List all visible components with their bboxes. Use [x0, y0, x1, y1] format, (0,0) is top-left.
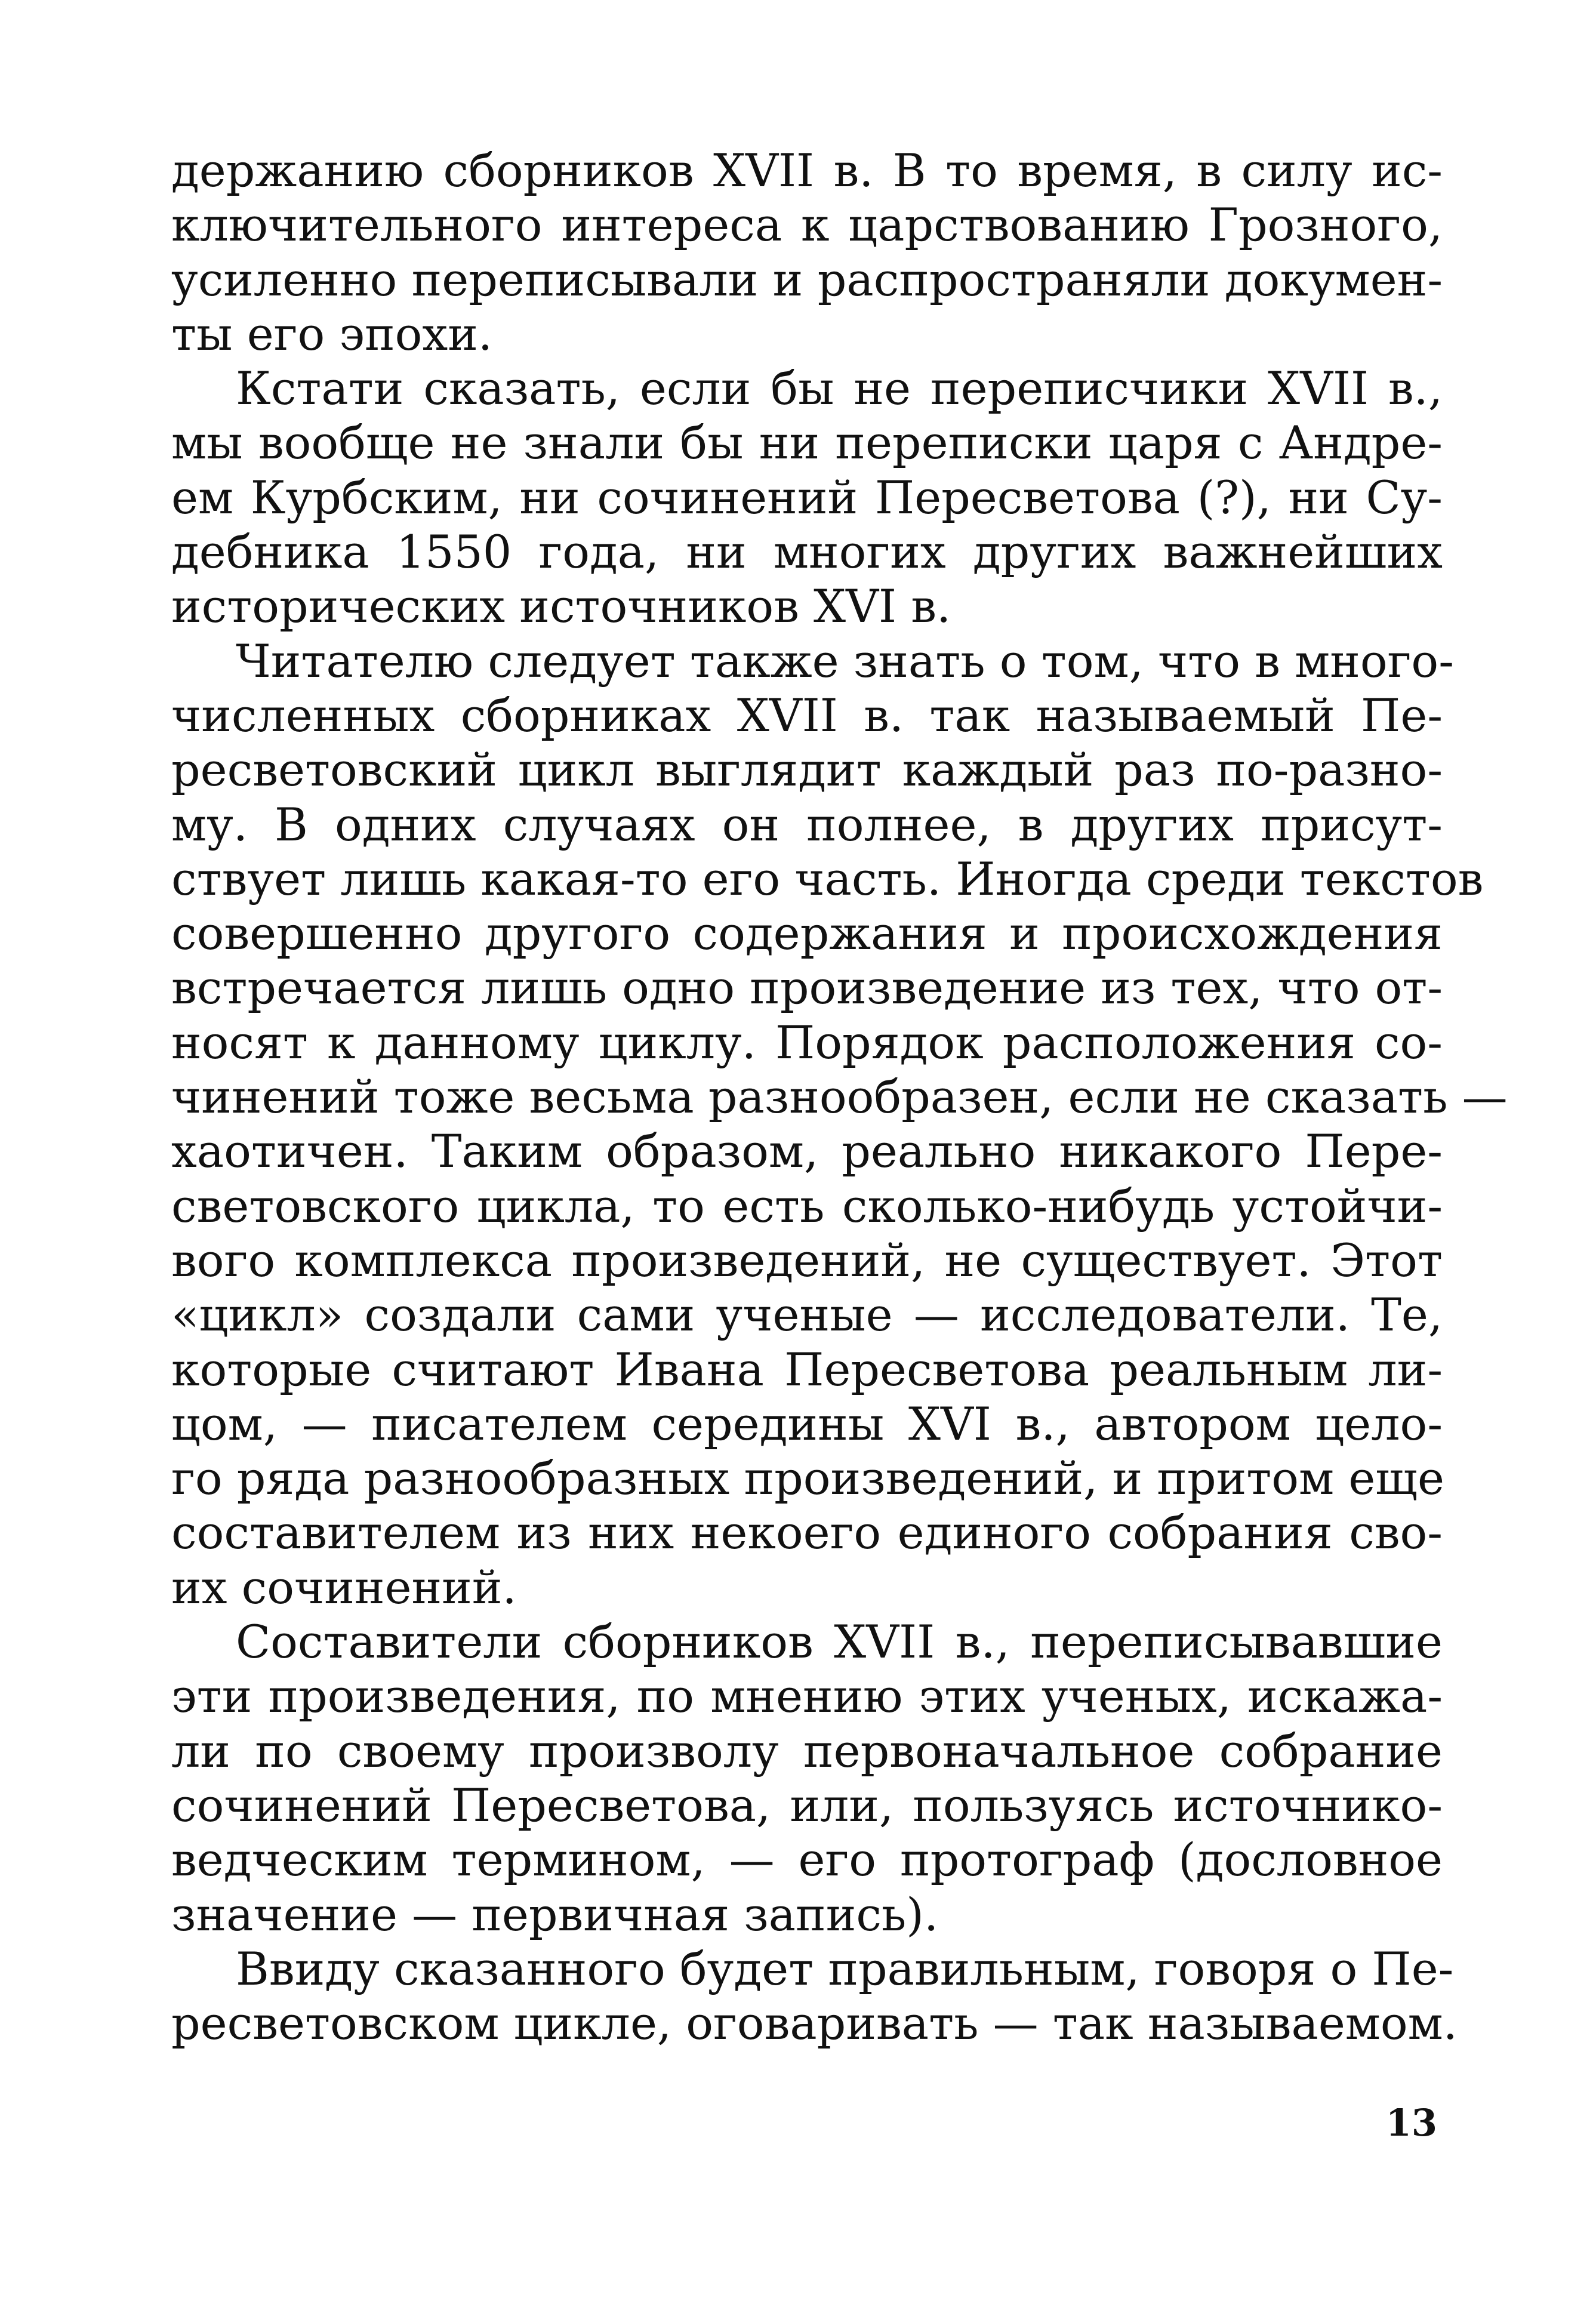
text-line: ключительного интереса к царствованию Грозного, [171, 198, 1443, 252]
text-line: ведческим термином, — его протограф (дословное [171, 1833, 1443, 1887]
text-line: усиленно переписывали и распространяли докумен- [171, 252, 1443, 306]
text-line: Ввиду сказанного будет правильным, говоря о Пе- [236, 1942, 1454, 1995]
text-line: Составители сборников XVII в., переписывавшие [236, 1615, 1443, 1669]
text-line: ствует лишь какая-то его часть. Иногда среди текстов [171, 852, 1484, 905]
text-line: встречается лишь одно произведение из тех, что от- [171, 961, 1443, 1015]
text-line: световского цикла, то есть сколько-нибудь устойчи- [171, 1179, 1443, 1233]
text-line: цом, — писателем середины XVI в., автором цело- [171, 1397, 1443, 1450]
text-line: совершенно другого содержания и происхождения [171, 907, 1443, 960]
text-line: ресветовском цикле, оговаривать — так называемом. [171, 1997, 1458, 2050]
text-line: исторических источников XVI в. [171, 580, 951, 633]
text-line: мы вообще не знали бы ни переписки царя с Андре- [171, 416, 1443, 470]
text-line: ты его эпохи. [171, 307, 493, 361]
text-line: го ряда разнообразных произведений, и притом еще [171, 1452, 1444, 1505]
text-line: сочинений Пересветова, или, пользуясь источнико- [171, 1778, 1443, 1832]
text-line: Читателю следует также знать о том, что в много- [236, 634, 1454, 688]
text-line: эти произведения, по мнению этих ученых, искажа- [171, 1669, 1443, 1723]
text-line: ем Курбским, ни сочинений Пересветова (?), ни Су- [171, 470, 1443, 524]
page-number: 13 [1385, 2101, 1437, 2145]
text-line: которые считают Ивана Пересветова реальным ли- [171, 1342, 1443, 1396]
text-line: носят к данному циклу. Порядок расположения со- [171, 1015, 1443, 1069]
text-line: их сочинений. [171, 1560, 517, 1614]
text-line: держанию сборников XVII в. В то время, в силу ис- [171, 144, 1443, 197]
text-line: вого комплекса произведений, не существует. Этот [171, 1233, 1443, 1287]
body-text [171, 143, 1508, 2050]
text-line: «цикл» создали сами ученые — исследователи. Те, [171, 1288, 1443, 1342]
text-line: составителем из них некоего единого собрания сво- [171, 1506, 1443, 1560]
text-line: численных сборниках XVII в. так называемый Пе- [171, 688, 1443, 742]
text-line: значение — первичная запись). [171, 1887, 939, 1941]
text-line: дебника 1550 года, ни многих других важнейших [171, 525, 1443, 579]
text-line: ли по своему произволу первоначальное собрание [171, 1724, 1443, 1778]
text-line: му. В одних случаях он полнее, в других присут- [171, 797, 1443, 851]
text-line: чинений тоже весьма разнообразен, если не сказать — [171, 1070, 1508, 1124]
text-line: Кстати сказать, если бы не переписчики XVII в., [236, 362, 1443, 415]
text-line: ресветовский цикл выглядит каждый раз по-разно- [171, 743, 1443, 797]
text-line: хаотичен. Таким образом, реально никакого Пере- [171, 1125, 1443, 1178]
